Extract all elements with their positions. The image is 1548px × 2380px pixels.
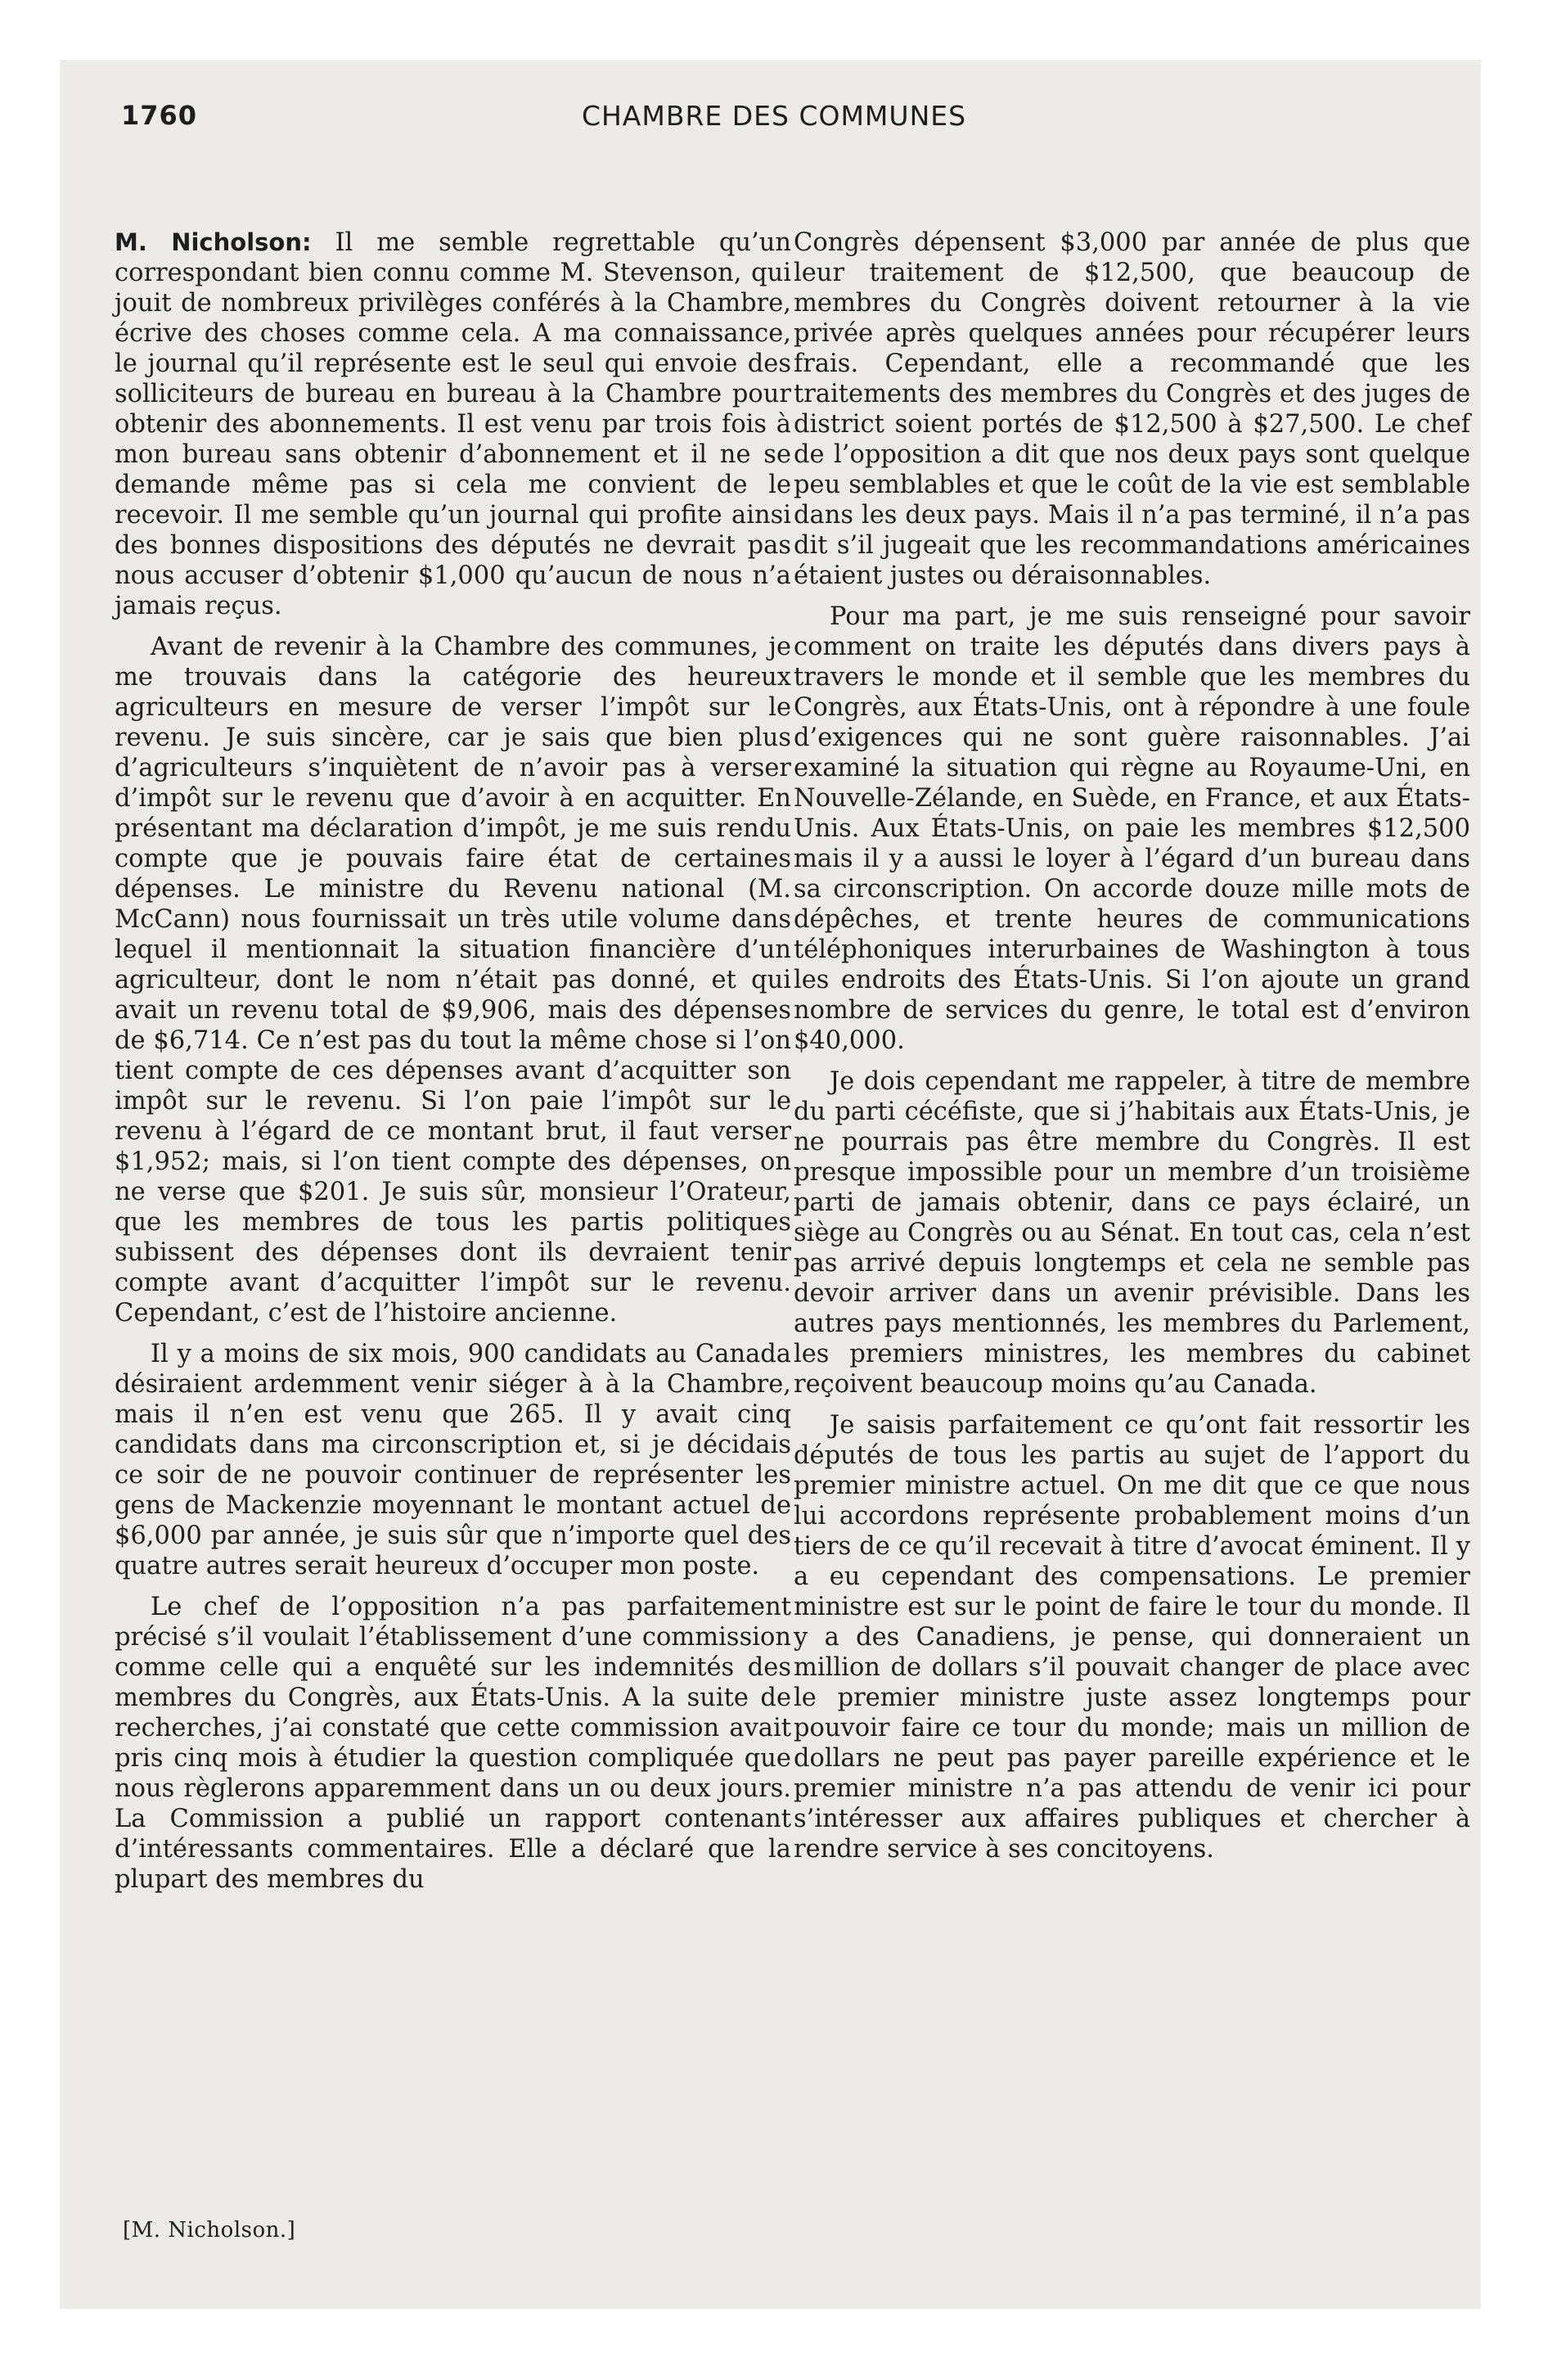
paragraph: Avant de revenir à la Chambre des communes, je me trouvais dans la catégorie des heureux agriculteurs en mesure de verser l’impôt sur le revenu. Je suis sincère, car je sais que bien plus d’agriculteurs s’inquiètent de n’avoir pas à verser d’impôt sur le revenu que d’avoir à en acquitter. En présentant ma déclaration d’impôt, je me suis rendu compte que je pouvais faire état de certaines dépenses. Le ministre du Revenu national (M. McCann) nous fournissait un très utile volume dans lequel il mentionnait la situation financière d’un agriculteur, dont le nom n’était pas donné, et qui avait un revenu total de $9,906, mais des dépenses de $6,714. Ce n’est pas du tout la même chose si l’on tient compte de ces dépenses avant d’acquitter son impôt sur le revenu. Si l’on paie l’impôt sur le revenu à l’égard de ce montant brut, il faut verser $1,952; mais, si l’on tient compte des dépenses, on ne verse que $201. Je suis sûr, monsieur l’Orateur, que les membres de tous les partis politiques subissent des dépenses dont ils devraient tenir compte avant d’acquitter l’impôt sur le revenu. Cependant, c’est de l’histoire ancienne. xyxy=(115,633,791,1327)
speaker-name: M. Nicholson: xyxy=(115,228,312,256)
paragraph: Pour ma part, je me suis renseigné pour savoir comment on traite les députés dans divers pays à travers le monde et il semble que les membres du Congrès, aux États-Unis, ont à répondre à une foule d’exigences qui ne sont guère raisonnables. J’ai examiné la situation qui règne au Royaume-Uni, en Nouvelle-Zélande, en Suède, en France, et aux États-Unis. Aux États-Unis, on paie les membres $12,500 mais il y a aussi le loyer à l’égard d’un bureau dans sa circonscription. On accorde douze mille mots de dépêches, et trente heures de communications téléphoniques interurbaines de Washington à tous les endroits des États-Unis. Si l’on ajoute un grand nombre de services du genre, le total est d’environ $40,000. xyxy=(794,602,1470,1055)
page-number: 1760 xyxy=(121,100,198,131)
running-head: CHAMBRE DES COMMUNES xyxy=(581,100,967,132)
paragraph: Je dois cependant me rappeler, à titre de membre du parti cécéfiste, que si j’habitais aux États-Unis, je ne pourrais pas être membre du Congrès. Il est presque impossible pour un membre d’un troisième parti de jamais obtenir, dans ce pays éclairé, un siège au Congrès ou au Sénat. En tout cas, cela n’est pas arrivé depuis longtemps et cela ne semble pas devoir arriver dans un avenir prévisible. Dans les autres pays mentionnés, les membres du Parlement, les premiers ministres, les membres du cabinet reçoivent beaucoup moins qu’au Canada. xyxy=(794,1067,1470,1399)
page-header xyxy=(0,100,1548,149)
left-column xyxy=(115,228,791,1905)
paragraph: Congrès dépensent $3,000 par année de plus que leur traitement de $12,500, que beaucoup de membres du Congrès doivent retourner à la vie privée après quelques années pour récupérer leurs frais. Cependant, elle a recommandé que les traitements des membres du Congrès et des juges de district soient portés de $12,500 à $27,500. Le chef de l’opposition a dit que nos deux pays sont quelque peu semblables et que le coût de la vie est semblable dans les deux pays. Mais il n’a pas terminé, il n’a pas dit s’il jugeait que les recommandations américaines étaient justes ou déraisonnables. xyxy=(794,228,1470,590)
paragraph: Le chef de l’opposition n’a pas parfaitement précisé s’il voulait l’établissement d’une commission comme celle qui a enquêté sur les indemnités des membres du Congrès, aux États-Unis. A la suite de recherches, j’ai constaté que cette commission avait pris cinq mois à étudier la question compliquée que nous règlerons apparemment dans un ou deux jours. La Commission a publié un rapport contenant d’intéressants commentaires. Elle a déclaré que la plupart des membres du xyxy=(115,1593,791,1894)
paragraph: Il y a moins de six mois, 900 candidats au Canada désiraient ardemment venir siéger à à la Chambre, mais il n’en est venu que 265. Il y avait cinq candidats dans ma circonscription et, si je décidais ce soir de ne pouvoir continuer de représenter les gens de Mackenzie moyennant le montant actuel de $6,000 par année, je suis sûr que n’importe quel des quatre autres serait heureux d’occuper mon poste. xyxy=(115,1340,791,1580)
paragraph: Je saisis parfaitement ce qu’ont fait ressortir les députés de tous les partis au sujet de l’apport du premier ministre actuel. On me dit que ce que nous lui accordons représente probablement moins d’un tiers de ce qu’il recevait à titre d’avocat éminent. Il y a eu cependant des compensations. Le premier ministre est sur le point de faire le tour du monde. Il y a des Canadiens, je pense, qui donneraient un million de dollars s’il pouvait changer de place avec le premier ministre juste assez longtemps pour pouvoir faire ce tour du monde; mais un million de dollars ne peut pas payer pareille expérience et le premier ministre n’a pas attendu de venir ici pour s’intéresser aux affaires publiques et chercher à rendre service à ses concitoyens. xyxy=(794,1411,1470,1864)
right-column xyxy=(794,228,1470,1875)
paragraph xyxy=(115,228,791,621)
speaker-footer: [M. Nicholson.] xyxy=(123,2218,296,2243)
paragraph-text: Il me semble regrettable qu’un correspondant bien connu comme M. Stevenson, qui jouit de nombreux privilèges conférés à la Chambre, écrive des choses comme cela. A ma connaissance, le journal qu’il représente est le seul qui envoie des solliciteurs de bureau en bureau à la Chambre pour obtenir des abonnements. Il est venu par trois fois à mon bureau sans obtenir d’abonnement et il ne se demande même pas si cela me convient de le recevoir. Il me semble qu’un journal qui profite ainsi des bonnes dispositions des députés ne devrait pas nous accuser d’obtenir $1,000 qu’aucun de nous n’a jamais reçus. xyxy=(115,228,791,620)
